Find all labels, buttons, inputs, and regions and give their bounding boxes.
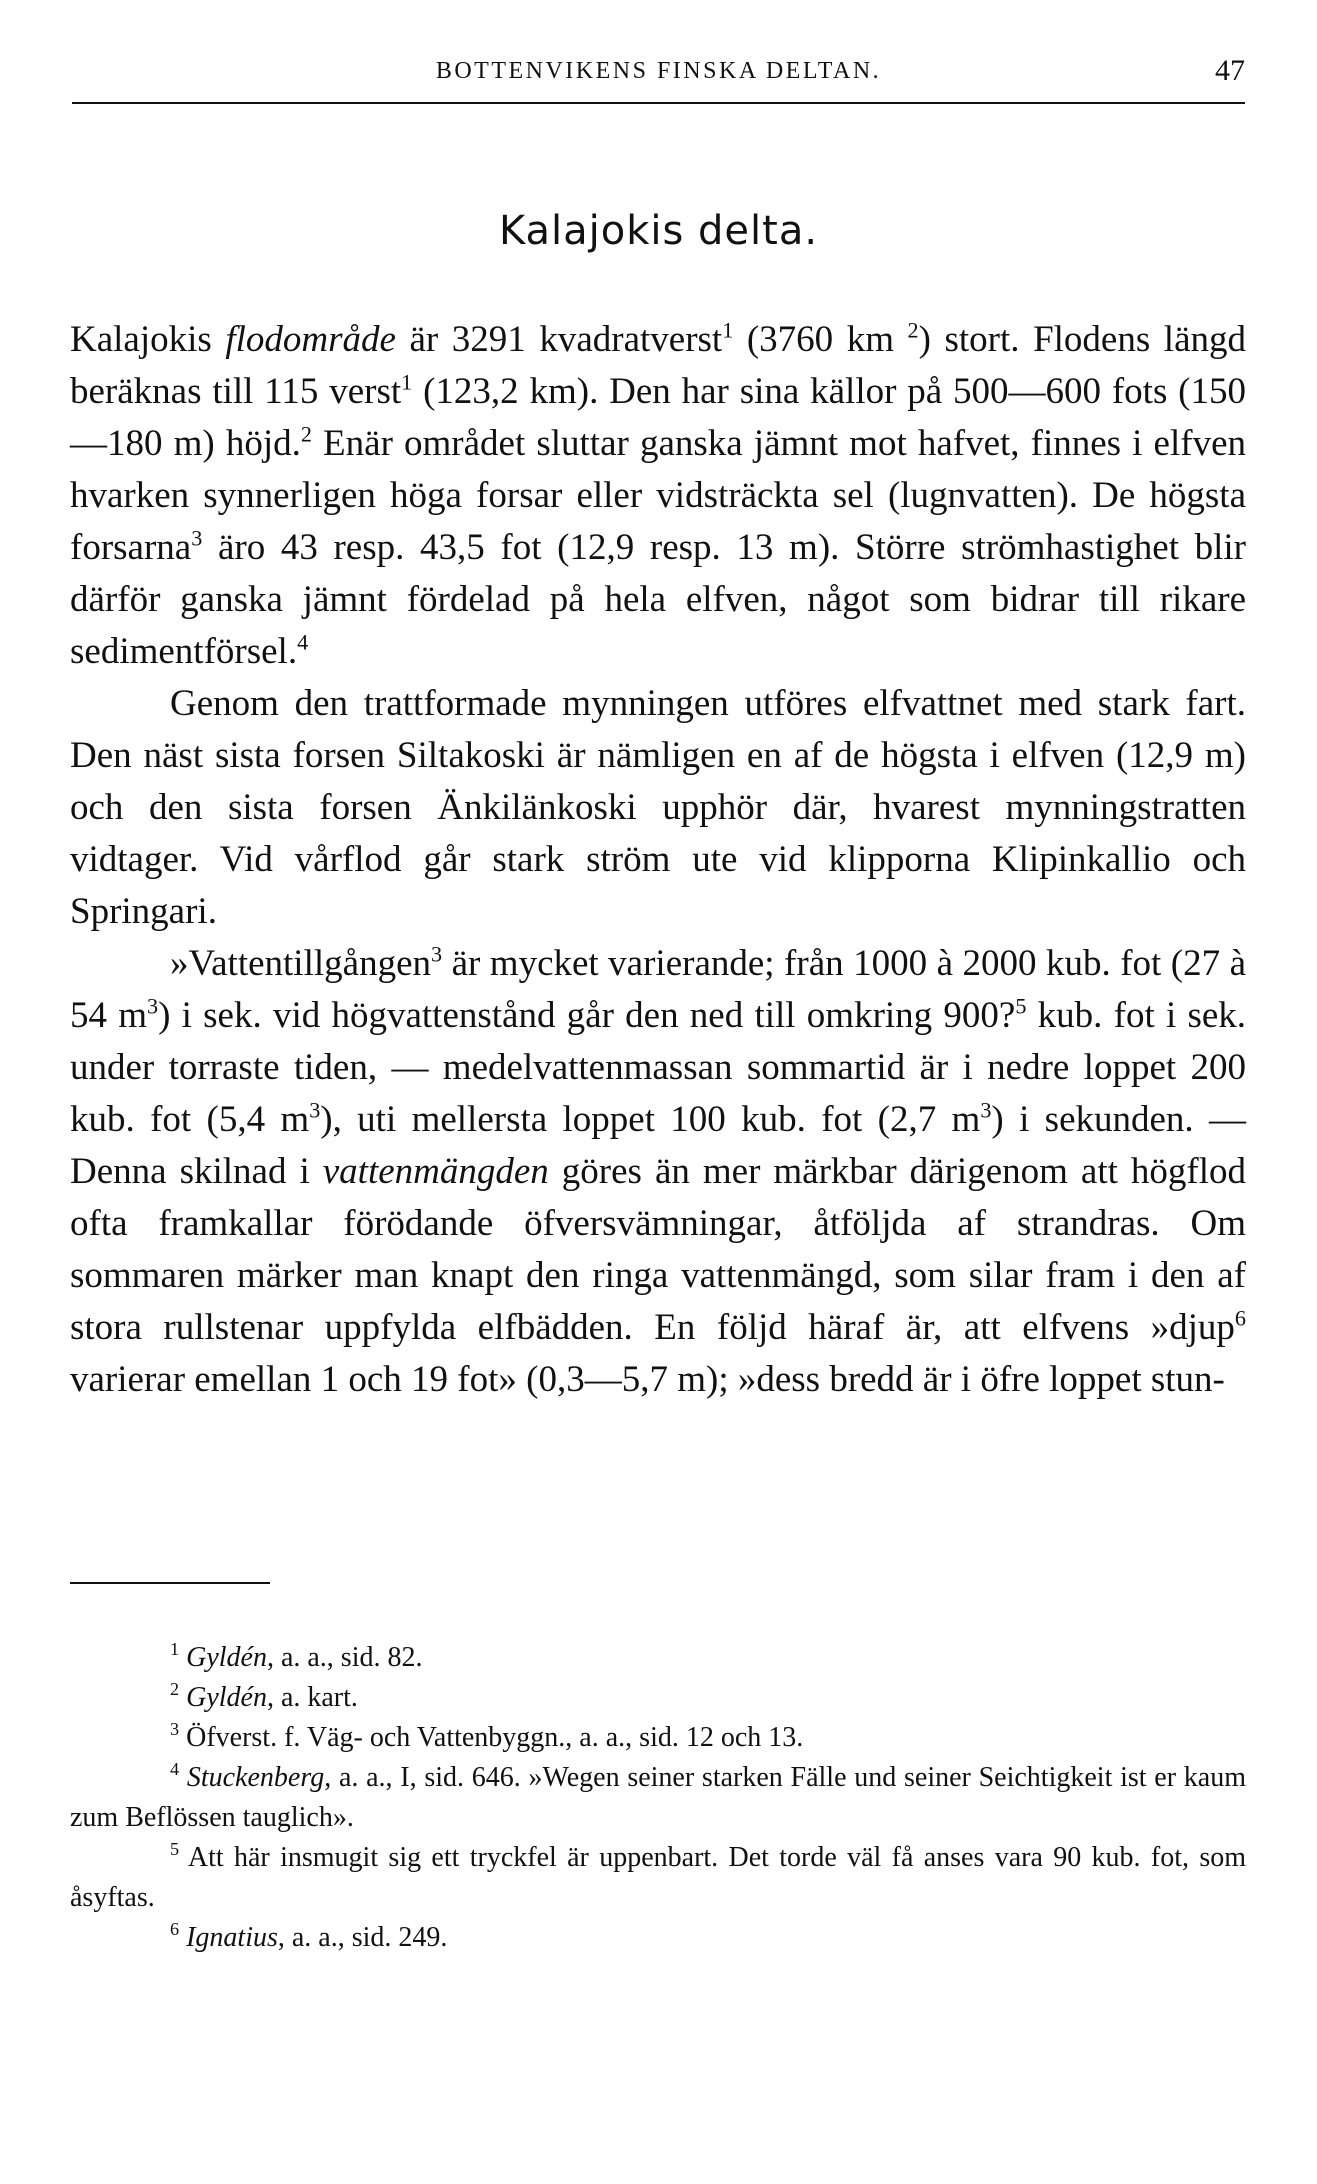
- text-run: varierar emellan 1 och 19 fot» (0,3—5,7 m); »dess bredd är i öfre loppet stun-: [70, 1359, 1225, 1400]
- footnote-text: Att här insmugit sig ett tryckfel är uppenbart. Det torde väl få anses vara 90 kub. fot, som åsyftas.: [70, 1842, 1246, 1913]
- paragraph-3: [70, 938, 1246, 1406]
- footnote-number: 1: [170, 1639, 180, 1660]
- footnote-ref: 2: [300, 421, 312, 447]
- footnote-6: [70, 1918, 1246, 1958]
- footnote-text: , a. a., sid. 249.: [277, 1922, 448, 1953]
- paragraph-2: Genom den trattformade mynningen utföres elfvattnet med stark fart. Den näst sista forsen Siltakoski är nämligen en af de högsta i elfven (12,9 m) och den sista forsen Änkilänkoski upphör där, hvarest mynningstratten vidtager. Vid vårflod går stark ström ute vid klipporna Klipinkallio och Springari.: [70, 683, 1246, 932]
- footnote-author: Gyldén: [186, 1682, 267, 1713]
- footnote-number: 6: [170, 1919, 180, 1940]
- footnote-author: Gyldén: [186, 1642, 267, 1673]
- footnote-text: , a. a., sid. 82.: [266, 1642, 423, 1673]
- text-run: göres än mer märkbar därigenom att högflod ofta framkallar förödande öfversvämningar, åtföljda af strandras. Om sommaren märker man knapt den ringa vattenmängd, som silar fram i den af stora rullstenar uppfylda elfbädden. En följd häraf är, att elfvens »djup: [70, 1151, 1246, 1348]
- footnote-1: [70, 1638, 1246, 1678]
- superscript: 2: [907, 317, 919, 343]
- text-run: ) i sek. vid högvattenstånd går den ned till omkring 900?: [158, 995, 1016, 1036]
- text-run: (3760 km: [733, 319, 908, 360]
- text-run: Enär området sluttar ganska jämnt mot hafvet, finnes i elfven hvarken synnerligen höga forsar eller vidsträckta sel (lugnvatten). De högsta forsarna: [70, 423, 1246, 568]
- section-heading: Kalajokis delta.: [498, 208, 819, 254]
- footnote-ref: 5: [1015, 993, 1027, 1019]
- footnote-ref: 1: [722, 317, 734, 343]
- running-title: BOTTENVIKENS FINSKA DELTAN.: [435, 58, 882, 84]
- footnote-ref: 3: [191, 525, 203, 551]
- footnotes: [70, 1638, 1246, 1958]
- footnote-ref: 4: [297, 629, 309, 655]
- header-rule: [72, 102, 1245, 104]
- superscript: 3: [309, 1097, 321, 1123]
- footnote-number: 3: [170, 1719, 180, 1740]
- footnote-ref: 3: [431, 941, 443, 967]
- text-run: är mycket varierande; från 1000 à 2000 kub. fot (27 à 54 m: [70, 943, 1246, 1036]
- footnote-rule: [70, 1582, 270, 1584]
- footnote-ref: 6: [1234, 1305, 1246, 1331]
- footnote-text: , a. a., I, sid. 646. »Wegen seiner starken Fälle und seiner Seichtigkeit ist er kaum zum Beflössen tauglich».: [70, 1762, 1246, 1833]
- text-run: kub. fot i sek. under torraste tiden, — medelvattenmassan sommartid är i nedre loppet 200 kub. fot (5,4 m: [70, 995, 1247, 1140]
- text-run: ) i sekunden. — Denna skilnad i: [70, 1099, 1246, 1192]
- footnote-author: Ignatius: [186, 1922, 278, 1953]
- page-number: 47: [1215, 54, 1245, 87]
- text-run: är 3291 kvadratverst: [395, 319, 723, 360]
- text-run: (123,2 km). Den har sina källor på 500—600 fots (150—180 m) höjd.: [70, 371, 1246, 464]
- footnote-number: 5: [170, 1839, 180, 1860]
- text-run: äro 43 resp. 43,5 fot (12,9 resp. 13 m). Större strömhastighet blir därför ganska jämnt fördelad på hela elfven, något som bidrar till rikare sedimentförsel.: [70, 527, 1246, 672]
- superscript: 3: [147, 993, 159, 1019]
- footnote-text: Öfverst. f. Väg- och Vattenbyggn., a. a., sid. 12 och 13.: [186, 1722, 804, 1753]
- footnote-5: [70, 1838, 1246, 1918]
- footnote-ref: 1: [401, 369, 413, 395]
- text-run: ), uti mellersta loppet 100 kub. fot (2,7 m: [320, 1099, 981, 1140]
- footnote-4: [70, 1758, 1246, 1838]
- italic-term: flodområde: [225, 319, 396, 360]
- paragraph-1: [70, 314, 1246, 678]
- footnote-text: , a. kart.: [266, 1682, 358, 1713]
- footnote-author: Stuckenberg: [186, 1762, 325, 1793]
- text-run: Kalajokis: [70, 319, 226, 360]
- italic-term: vattenmängden: [322, 1151, 549, 1192]
- footnote-number: 2: [170, 1679, 180, 1700]
- text-run: ) stort. Flodens längd beräknas till 115 verst: [70, 319, 1246, 412]
- text-run: »Vattentillgången: [170, 943, 431, 984]
- footnote-3: [70, 1718, 1246, 1758]
- superscript: 3: [980, 1097, 992, 1123]
- running-head: [72, 52, 1245, 96]
- footnote-number: 4: [170, 1759, 180, 1780]
- footnote-2: [70, 1678, 1246, 1718]
- body-text: [70, 314, 1246, 1406]
